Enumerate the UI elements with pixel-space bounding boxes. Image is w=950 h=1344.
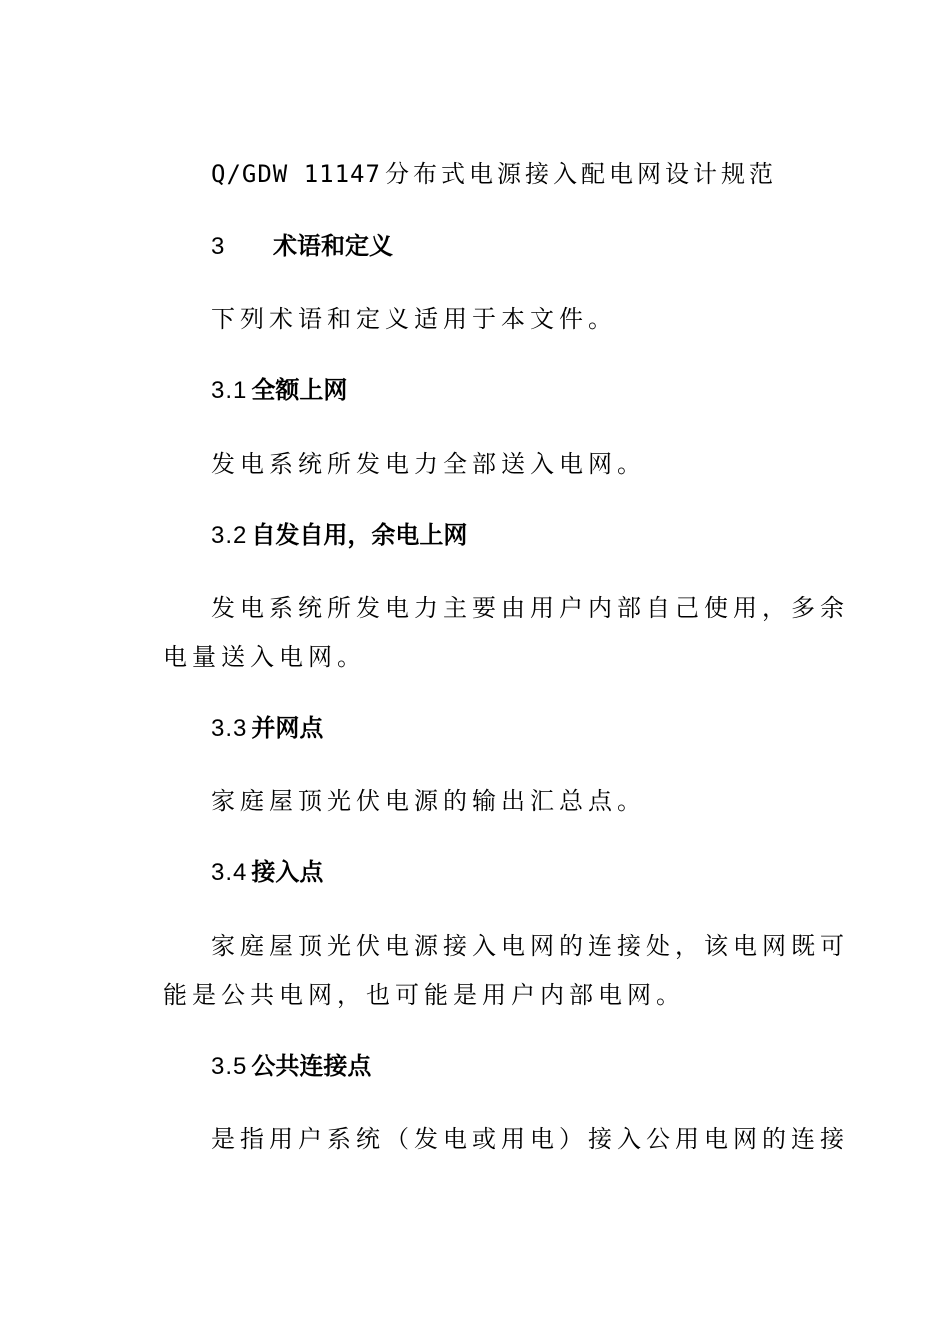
term-definition: 发电系统所发电力全部送入电网。 xyxy=(211,450,646,478)
term-number: 3.3 xyxy=(211,715,248,742)
term-definition-continued: 电量送入电网。 xyxy=(163,643,366,671)
term-number: 3.4 xyxy=(211,859,248,886)
term-title: 全额上网 xyxy=(251,376,348,404)
term-number: 3.5 xyxy=(211,1053,248,1080)
term-title: 接入点 xyxy=(251,858,324,886)
term-heading xyxy=(211,378,347,403)
reference-title: 分布式电源接入配电网设计规范 xyxy=(384,160,777,188)
term-definition: 家庭屋顶光伏电源接入电网的连接处，该电网既可 xyxy=(211,932,849,960)
chapter-number: 3 xyxy=(211,233,225,260)
term-definition: 家庭屋顶光伏电源的输出汇总点。 xyxy=(211,787,646,815)
term-definition-continued: 能是公共电网，也可能是用户内部电网。 xyxy=(163,981,685,1009)
normative-reference xyxy=(211,162,777,186)
term-title: 公共连接点 xyxy=(251,1052,372,1080)
term-title: 并网点 xyxy=(251,714,324,742)
chapter-title: 术语和定义 xyxy=(273,232,393,260)
term-heading xyxy=(211,523,467,548)
term-definition: 是指用户系统（发电或用电）接入公用电网的连接 xyxy=(211,1125,849,1153)
term-definition: 发电系统所发电力主要由用户内部自己使用，多余 xyxy=(211,594,849,622)
term-heading xyxy=(211,1054,371,1079)
term-number: 3.1 xyxy=(211,377,248,404)
chapter-heading xyxy=(211,234,393,259)
term-heading xyxy=(211,860,323,885)
term-number: 3.2 xyxy=(211,522,248,549)
intro-paragraph: 下列术语和定义适用于本文件。 xyxy=(211,305,617,333)
term-heading xyxy=(211,716,323,741)
term-title: 自发自用，余电上网 xyxy=(251,521,468,549)
reference-code: Q/GDW 11147 xyxy=(211,160,381,188)
